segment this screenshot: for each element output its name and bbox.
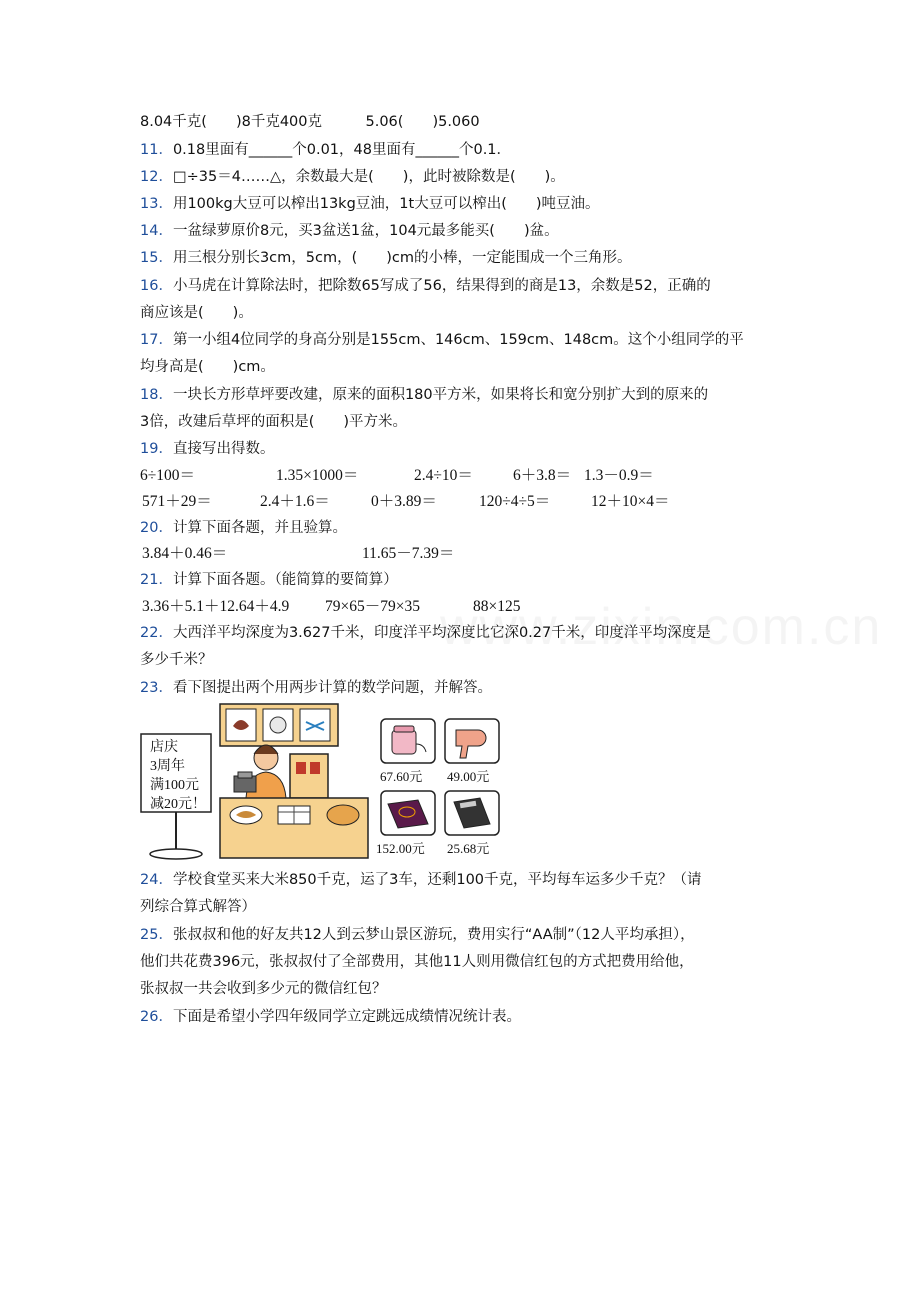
question-number: 14． (140, 223, 173, 239)
expr: 2.4＋1.6＝ (260, 493, 330, 510)
sign-line: 3周年 (150, 759, 185, 774)
question-number: 19． (140, 441, 173, 457)
question-26 (140, 1007, 521, 1027)
question-text: 一块长方形草坪要改建，原来的面积180平方米，如果将长和宽分别扩大到的原来的 (172, 387, 709, 403)
price-label: 25.68元 (447, 841, 490, 856)
question-text: 小马虎在计算除法时，把除数65写成了56，结果得到的商是13，余数是52，正确的 (172, 278, 711, 294)
question-number: 17． (140, 332, 173, 348)
question-text: 用三根分别长3cm，5cm，( )cm的小棒，一定能围成一个三角形。 (172, 250, 632, 266)
question-25-cont: 张叔叔一共会收到多少元的微信红包？ (140, 981, 387, 997)
question-24 (140, 870, 702, 890)
hair-dryer-icon (444, 718, 500, 764)
expr: 571＋29＝ (142, 493, 212, 510)
expr: 88×125 (473, 598, 521, 615)
rice-cooker-icon (380, 718, 436, 764)
q19-row-1 (140, 466, 760, 486)
question-number: 16． (140, 278, 173, 294)
induction-cooker-icon (380, 790, 436, 836)
expr: 1.35×1000＝ (276, 467, 359, 484)
question-22-cont: 多少千米？ (140, 652, 213, 668)
question-number: 23． (140, 680, 173, 696)
question-text: 直接写出得数。 (172, 441, 275, 457)
expr: 3.84＋0.46＝ (142, 545, 228, 562)
expr: 79×65－79×35 (325, 598, 420, 615)
expr: 6＋3.8＝ (513, 467, 572, 484)
expr: 3.36＋5.1＋12.64＋4.9 (142, 598, 290, 615)
question-text: 一盆绿萝原价8元，买3盆送1盆，104元最多能买( )盆。 (172, 223, 559, 239)
question-17 (140, 330, 744, 350)
question-number: 15． (140, 250, 173, 266)
question-23 (140, 678, 492, 698)
expr: 6÷100＝ (140, 467, 196, 484)
question-18-cont: 3倍，改建后草坪的面积是( )平方米。 (140, 414, 408, 430)
question-text: 大西洋平均深度为3.627千米，印度洋平均深度比它深0.27千米，印度洋平均深度是 (172, 625, 711, 641)
question-number: 25． (140, 927, 173, 943)
question-14 (140, 221, 559, 241)
question-number: 12． (140, 169, 173, 185)
question-20 (140, 518, 347, 538)
question-text: 看下图提出两个用两步计算的数学问题，并解答。 (172, 680, 492, 696)
question-17-cont: 均身高是( )cm。 (140, 359, 275, 375)
q19-row-2 (140, 492, 760, 512)
q20-row (140, 544, 540, 564)
question-text: 计算下面各题，并且验算。 (172, 520, 347, 536)
question-19 (140, 439, 274, 459)
question-12 (140, 167, 565, 187)
expr: 2.4÷10＝ (414, 467, 473, 484)
question-text: 计算下面各题。（能简算的要简算） (172, 572, 398, 588)
question-number: 13． (140, 196, 173, 212)
question-number: 24． (140, 872, 173, 888)
question-number: 18． (140, 387, 173, 403)
line-compare: 8.04千克( )8千克400克 5.06( )5.060 (140, 114, 480, 130)
question-number: 20． (140, 520, 173, 536)
question-text: 下面是希望小学四年级同学立定跳远成绩情况统计表。 (172, 1009, 521, 1025)
expr: 1.3－0.9＝ (584, 467, 654, 484)
question-16 (140, 276, 711, 296)
question-text: 第一小组4位同学的身高分别是155cm、146cm、159cm、148cm。这个小组同学的平 (172, 332, 744, 348)
question-24-cont: 列综合算式解答） (140, 899, 256, 915)
q21-row (140, 597, 560, 617)
price-label: 67.60元 (380, 769, 423, 784)
calculator-icon (444, 790, 500, 836)
expr: 120÷4÷5＝ (479, 493, 551, 510)
question-15 (140, 248, 632, 268)
question-11 (140, 140, 511, 160)
question-number: 26． (140, 1009, 173, 1025)
expr: 12＋10×4＝ (591, 493, 670, 510)
question-18 (140, 385, 708, 405)
question-text: 0.18里面有______个0.01，48里面有______个0.1． (172, 142, 512, 158)
question-text: □÷35＝4……△，余数最大是( )，此时被除数是( )。 (172, 169, 565, 185)
question-21 (140, 570, 398, 590)
price-label: 49.00元 (447, 769, 490, 784)
question-number: 11． (140, 142, 173, 158)
question-16-cont: 商应该是( )。 (140, 305, 253, 321)
question-text: 用100kg大豆可以榨出13kg豆油，1t大豆可以榨出( )吨豆油。 (172, 196, 600, 212)
shop-illustration (138, 702, 510, 862)
question-13 (140, 194, 600, 214)
expr: 0＋3.89＝ (371, 493, 437, 510)
price-label: 152.00元 (376, 841, 425, 856)
question-number: 22． (140, 625, 173, 641)
expr: 11.65－7.39＝ (362, 545, 455, 562)
question-text: 张叔叔和他的好友共12人到云梦山景区游玩，费用实行“AA制”（12人平均承担）， (172, 927, 695, 943)
question-text: 学校食堂买来大米850千克，运了3车，还剩100千克，平均每车运多少千克？（请 (172, 872, 702, 888)
sign-line: 满100元 (150, 778, 199, 793)
sign-line: 店庆 (150, 740, 178, 755)
question-25 (140, 925, 695, 945)
question-22 (140, 623, 711, 643)
question-25-cont: 他们共花费396元，张叔叔付了全部费用，其他11人则用微信红包的方式把费用给他， (140, 954, 694, 970)
sign-line: 减20元！ (150, 797, 206, 812)
question-number: 21． (140, 572, 173, 588)
